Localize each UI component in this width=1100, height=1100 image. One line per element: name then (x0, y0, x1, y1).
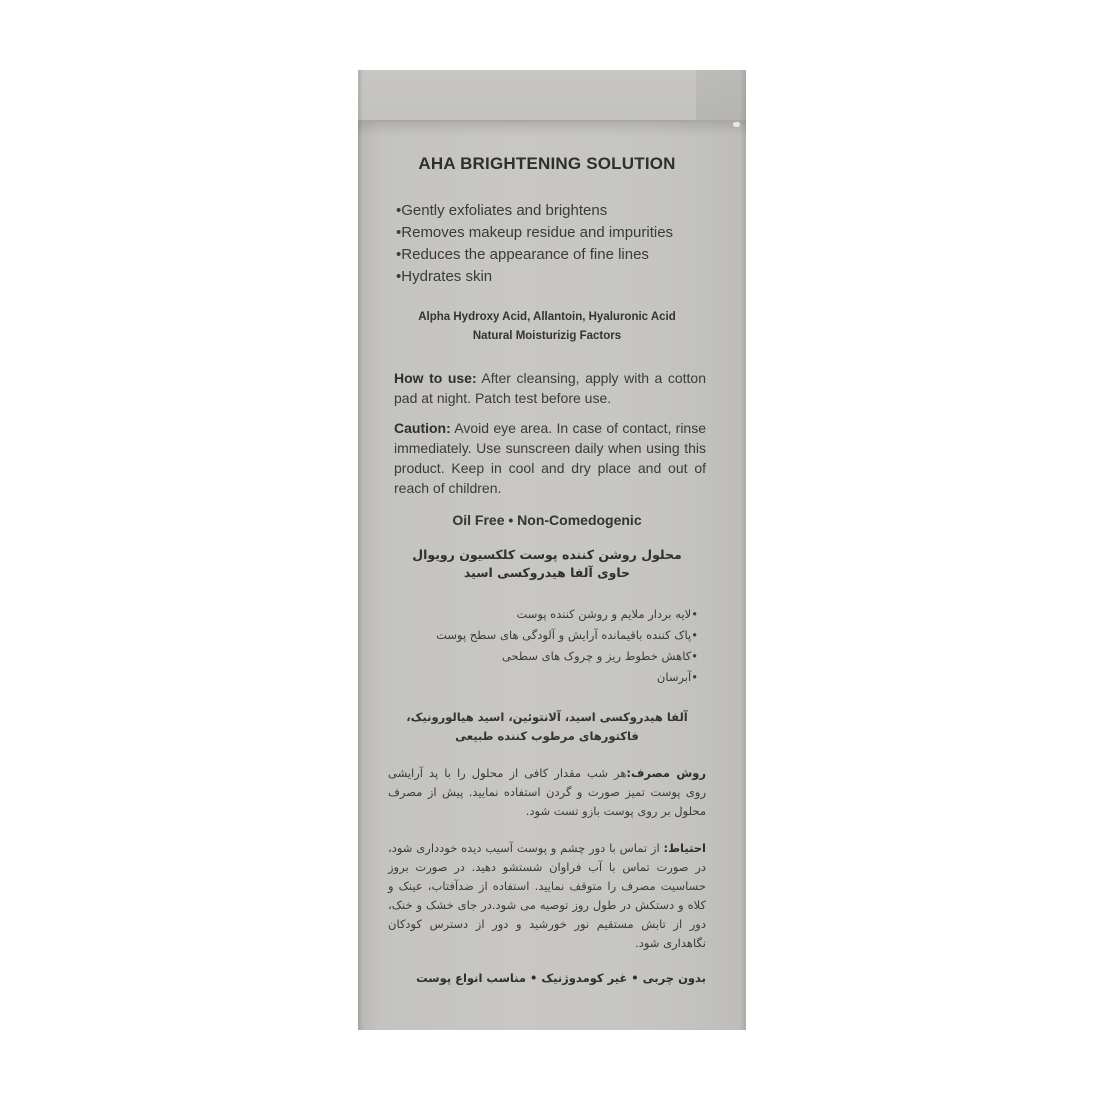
how-to-use-label: How to use: (394, 370, 477, 386)
persian-benefit-item: • کاهش خطوط ریز و چروک های سطحی (388, 646, 698, 667)
benefit-item: • Reduces the appearance of fine lines (396, 244, 706, 266)
box-left-edge (358, 70, 363, 1030)
persian-benefit-item: • آبرسان (388, 667, 698, 688)
product-claims: Oil Free • Non-Comedogenic (452, 512, 642, 528)
persian-benefit-list (388, 604, 698, 688)
benefit-item: • Gently exfoliates and brightens (396, 200, 706, 222)
persian-ingredients-line: آلفا هیدروکسی اسید، آلانتوئین، اسید هیالورونیک، (406, 710, 688, 724)
how-to-use-text: After cleansing, apply with a cotton pad at night. Patch test before use. (394, 370, 706, 406)
persian-title-line: حاوی آلفا هیدروکسی اسید (463, 565, 631, 580)
persian-claims: بدون چربی • غیر کومدوژنیک • مناسب انواع پوست (416, 971, 706, 985)
benefit-item: • Hydrates skin (396, 266, 706, 288)
box-scuff-mark (733, 122, 740, 127)
persian-caution-label: احتیاط: (663, 841, 706, 855)
box-flap-corner (696, 70, 746, 122)
persian-caution-text: از تماس با دور چشم و پوست آسیب دیده خودداری شود، در صورت تماس با آب فراوان شستشو دهید. در صورت بروز حساسیت مصرف را متوقف نمایید. استفاده از ضدآفتاب، عینک و کلاه و دستکش در طول روز توصیه می شود.در جای خشک و خنک، دور از تابش مستقیم نور خورشید و دور از دسترس کودکان نگاهداری شود. (388, 841, 706, 950)
caution-text: Avoid eye area. In case of contact, rinse immediately. Use sunscreen daily when using this product. Keep in cool and dry place and out of reach of children. (394, 420, 706, 496)
how-to-use (394, 368, 706, 408)
persian-title-line: محلول روشن کننده پوست کلکسیون رویوال (412, 547, 682, 562)
ingredients-line: Natural Moisturizig Factors (472, 330, 622, 342)
product-title: AHA BRIGHTENING SOLUTION (418, 154, 676, 173)
caution-label: Caution: (394, 420, 451, 436)
benefit-item: • Removes makeup residue and impurities (396, 222, 706, 244)
persian-ingredients (388, 708, 706, 746)
persian-how-to-use-label: روش مصرف: (626, 766, 706, 780)
ingredients (388, 308, 706, 346)
box-label-content (388, 154, 706, 985)
persian-how-to-use-text: هر شب مقدار کافی از محلول را با پد آرایشی روی پوست تمیز صورت و گردن استفاده نمایید. پیش از مصرف محلول بر روی پوست بازو تست شود. (388, 766, 706, 818)
box-right-edge (740, 70, 746, 1030)
ingredients-line: Alpha Hydroxy Acid, Allantoin, Hyaluronic Acid (418, 311, 676, 323)
persian-how-to-use (388, 764, 706, 821)
persian-title (388, 546, 706, 582)
persian-benefit-item: • لایه بردار ملایم و روشن کننده پوست (388, 604, 698, 625)
persian-benefit-item: • پاک کننده باقیمانده آرایش و آلودگی های سطح پوست (388, 625, 698, 646)
persian-ingredients-line: فاکتورهای مرطوب کننده طبیعی (455, 729, 639, 743)
box-top-flap (358, 70, 746, 122)
persian-caution (388, 839, 706, 953)
product-box (358, 70, 746, 1030)
caution (394, 418, 706, 498)
benefit-list (396, 200, 706, 288)
box-flap-shadow (358, 122, 746, 136)
